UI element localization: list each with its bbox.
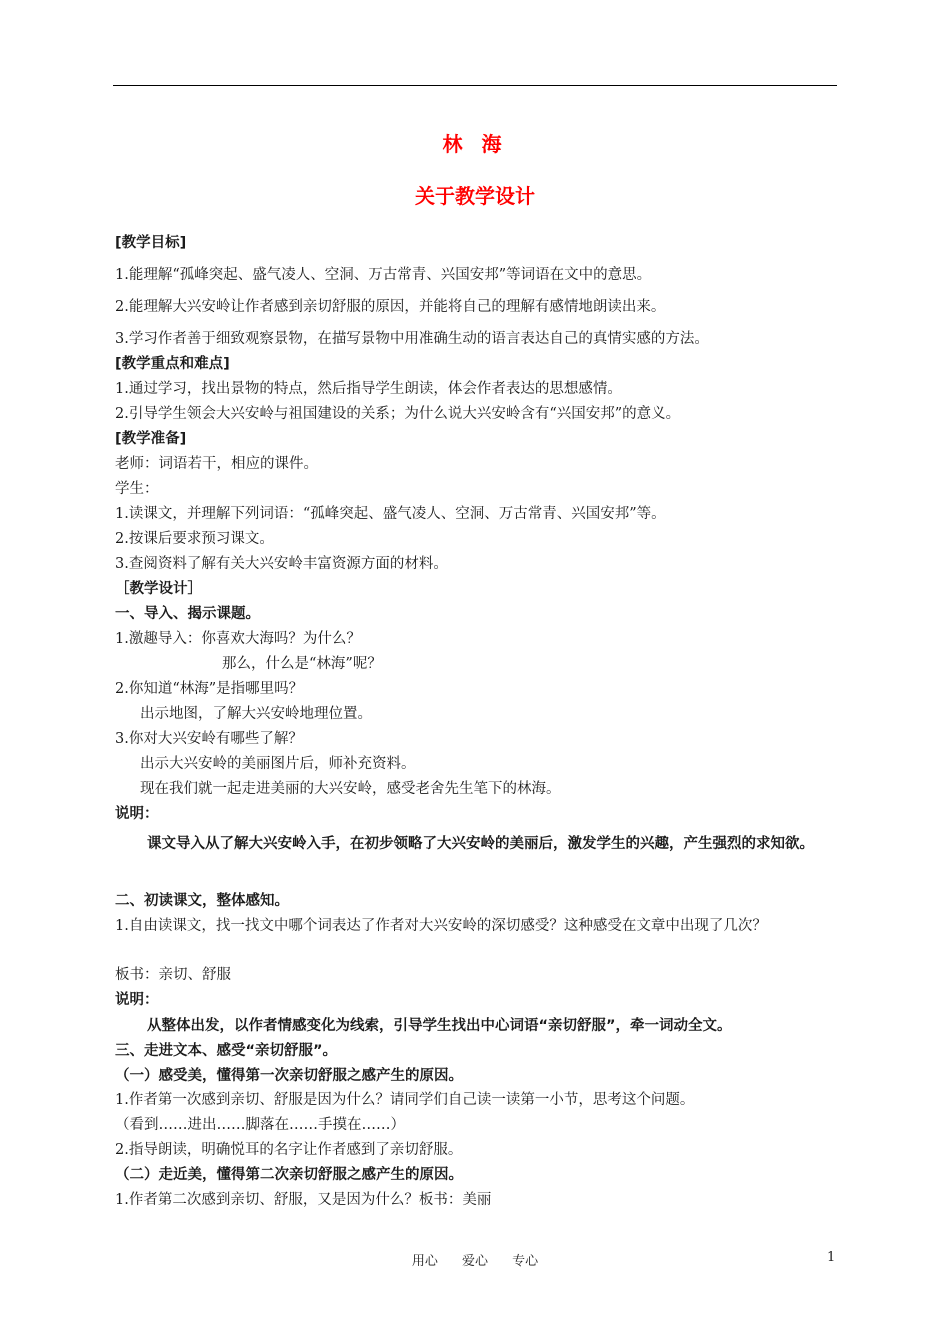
paragraph-line: 3.学习作者善于细致观察景物，在描写景物中用准确生动的语言表达自己的真情实感的方法。: [115, 331, 709, 347]
paragraph-line: 2.你知道“林海”是指哪里吗？: [115, 681, 304, 697]
paragraph-line: 2.能理解大兴安岭让作者感到亲切舒服的原因，并能将自己的理解有感情地朗读出来。: [115, 299, 666, 315]
paragraph-line: 2.引导学生领会大兴安岭与祖国建设的关系；为什么说大兴安岭含有“兴国安邦”的意义。: [115, 406, 681, 422]
page-footer: [0, 1250, 950, 1269]
paragraph-line: 1.作者第一次感到亲切、舒服是因为什么？请同学们自己读一读第一小节，思考这个问题。: [115, 1092, 695, 1108]
paragraph-line: 2.按课后要求预习课文。: [115, 531, 274, 547]
paragraph-line: 出示地图，了解大兴安岭地理位置。: [140, 706, 372, 722]
paragraph-line: 那么，什么是“林海”呢？: [222, 656, 382, 672]
paragraph-line: 现在我们就一起走进美丽的大兴安岭，感受老舍先生笔下的林海。: [140, 781, 561, 797]
subsection-heading: （二）走近美，懂得第二次亲切舒服之感产生的原因。: [115, 1167, 463, 1183]
page-number: 1: [827, 1250, 836, 1265]
paragraph-line: 1.通过学习，找出景物的特点，然后指导学生朗读，体会作者表达的思想感情。: [115, 381, 622, 397]
note-label: 说明：: [115, 806, 159, 822]
paragraph-line: 出示大兴安岭的美丽图片后，师补充资料。: [140, 756, 416, 772]
document-title: 林 海: [442, 132, 508, 156]
paragraph-line: 1.激趣导入：你喜欢大海吗？为什么？: [115, 631, 361, 647]
footer-text: 用心: [411, 1254, 438, 1269]
footer-text: 爱心: [461, 1254, 488, 1269]
paragraph-line: 1.能理解“孤峰突起、盛气凌人、空洞、万古常青、兴国安邦”等词语在文中的意思。: [115, 267, 652, 283]
paragraph-line: 板书：亲切、舒服: [115, 967, 231, 983]
paragraph-line: 3.你对大兴安岭有哪些了解？: [115, 731, 303, 747]
header-rule: [113, 85, 837, 86]
subsection-heading: 三、走进文本、感受“亲切舒服”。: [115, 1043, 338, 1059]
document-subtitle: 关于教学设计: [415, 184, 535, 208]
footer-text: 专心: [512, 1254, 539, 1269]
section-heading-design: ［教学设计］: [115, 581, 202, 597]
section-heading-preparation: [教学准备]: [115, 431, 187, 447]
paragraph-line: 2.指导朗读，明确悦耳的名字让作者感到了亲切舒服。: [115, 1142, 463, 1158]
subsection-heading: （一）感受美，懂得第一次亲切舒服之感产生的原因。: [115, 1068, 463, 1084]
paragraph-line: 1.读课文，并理解下列词语：“孤峰突起、盛气凌人、空洞、万古常青、兴国安邦”等。: [115, 506, 666, 522]
paragraph-line: 1.作者第二次感到亲切、舒服，又是因为什么？板书：美丽: [115, 1192, 492, 1208]
section-heading-objectives: [教学目标]: [115, 235, 187, 251]
section-heading-keypoints: [教学重点和难点]: [115, 356, 230, 372]
paragraph-line: 学生：: [115, 481, 159, 497]
paragraph-line: 3.查阅资料了解有关大兴安岭丰富资源方面的材料。: [115, 556, 448, 572]
note-paragraph: 从整体出发，以作者情感变化为线索，引导学生找出中心词语“亲切舒服”，牵一词动全文。: [147, 1018, 732, 1034]
paragraph-line: （看到……进出……脚落在……手摸在……）: [115, 1117, 405, 1133]
note-label: 说明：: [115, 992, 159, 1008]
paragraph-line: 老师：词语若干，相应的课件。: [115, 456, 318, 472]
paragraph-line: 1.自由读课文，找一找文中哪个词表达了作者对大兴安岭的深切感受？这种感受在文章中出现了几次？: [115, 918, 767, 934]
subsection-heading: 一、导入、揭示课题。: [115, 606, 260, 622]
subsection-heading: 二、初读课文，整体感知。: [115, 893, 289, 909]
note-paragraph: 课文导入从了解大兴安岭入手，在初步领略了大兴安岭的美丽后，激发学生的兴趣，产生强烈的求知欲。: [147, 836, 814, 852]
